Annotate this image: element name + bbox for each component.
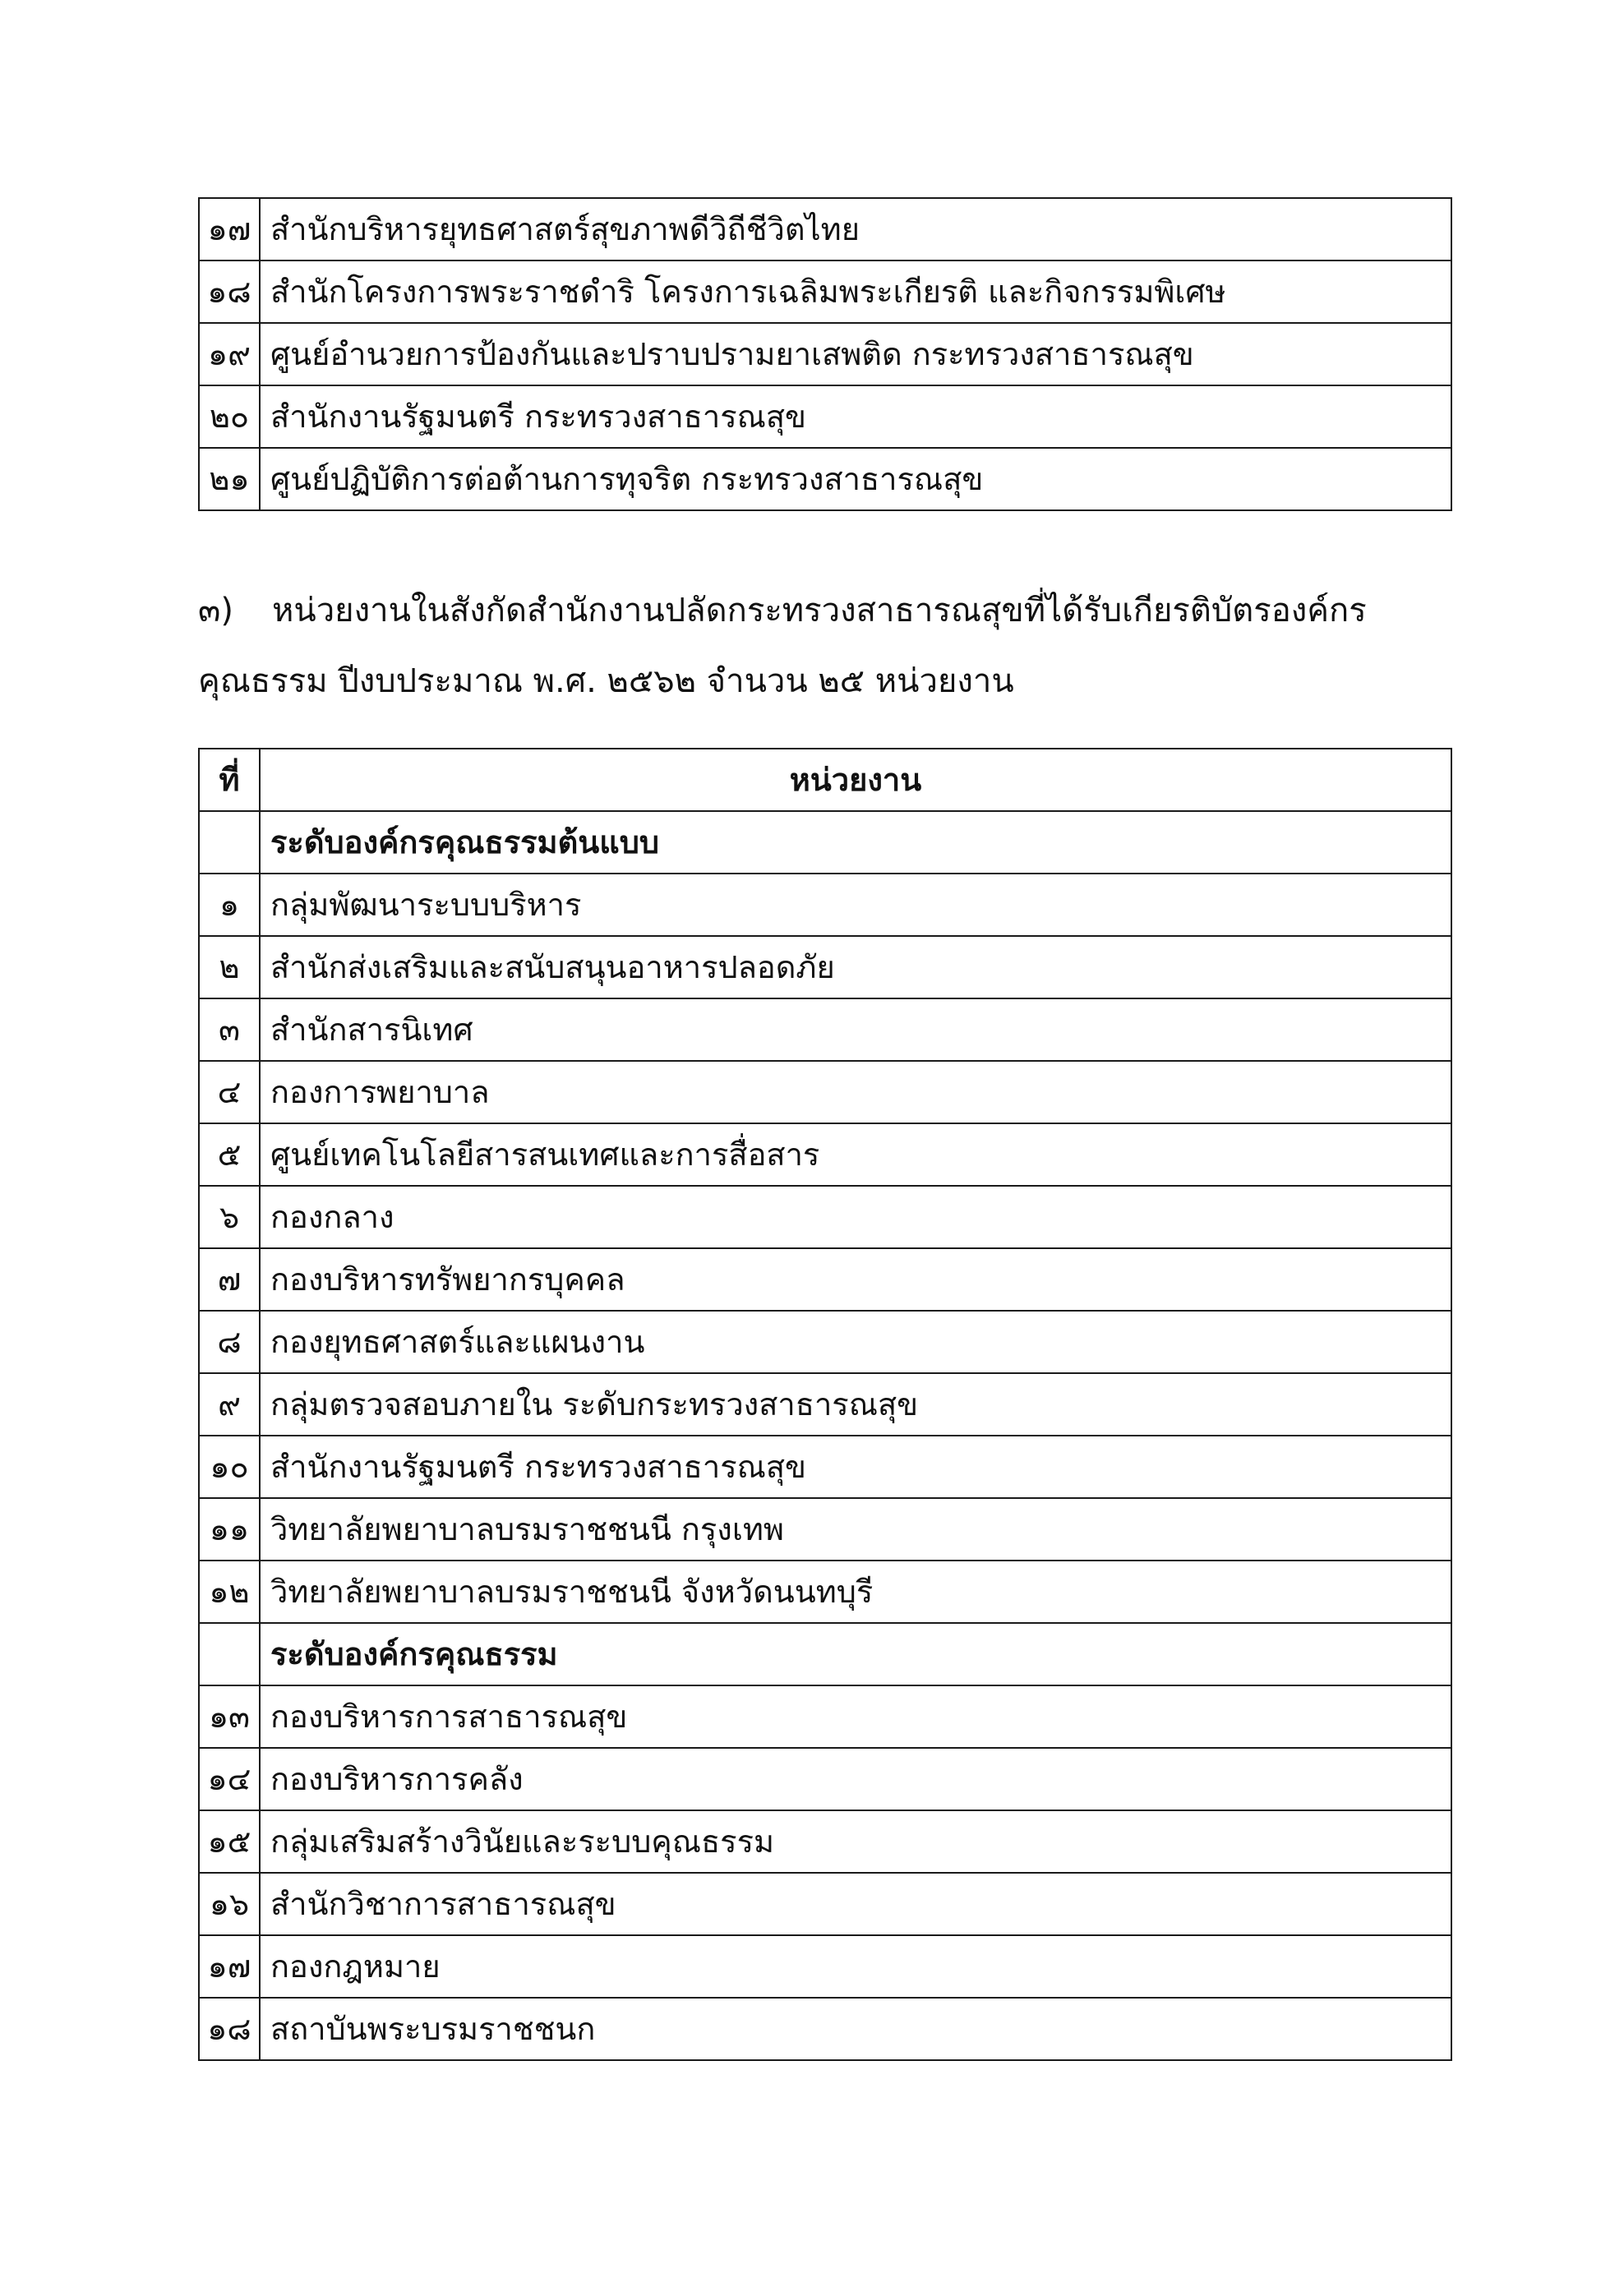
agency-table-continued	[198, 197, 1452, 511]
row-agency-name: กองกลาง	[260, 1186, 1451, 1248]
table-row	[199, 1748, 1451, 1810]
row-number: ๑๑	[199, 1498, 260, 1561]
table-row	[199, 323, 1451, 385]
row-number: ๑๙	[199, 323, 260, 385]
row-number: ๒๐	[199, 385, 260, 448]
table-row	[199, 1123, 1451, 1186]
row-agency-name: วิทยาลัยพยาบาลบรมราชชนนี จังหวัดนนทบุรี	[260, 1561, 1451, 1623]
table-row	[199, 1935, 1451, 1998]
section-heading-row	[199, 1623, 1451, 1685]
row-agency-name: ศูนย์เทคโนโลยีสารสนเทศและการสื่อสาร	[260, 1123, 1451, 1186]
table-row	[199, 1685, 1451, 1748]
table-row	[199, 1873, 1451, 1935]
paragraph-text-line-2: คุณธรรม ปีงบประมาณ พ.ศ. ๒๕๖๒ จำนวน ๒๕ หน่วยงาน	[198, 662, 1014, 700]
header-no: ที่	[199, 749, 260, 811]
row-number: ๑๗	[199, 198, 260, 260]
row-number: ๑๗	[199, 1935, 260, 1998]
table-row	[199, 1061, 1451, 1123]
row-agency-name: กองบริหารทรัพยากรบุคคล	[260, 1248, 1451, 1311]
paragraph-text-line-1: หน่วยงานในสังกัดสำนักงานปลัดกระทรวงสาธารณสุขที่ได้รับเกียรติบัตรองค์กร	[272, 592, 1367, 629]
row-agency-name: กองกฎหมาย	[260, 1935, 1451, 1998]
table-row	[199, 1373, 1451, 1436]
row-agency-name: สำนักบริหารยุทธศาสตร์สุขภาพดีวิถีชีวิตไทย	[260, 198, 1451, 260]
paragraph-line-2	[198, 646, 1456, 717]
row-agency-name: สำนักวิชาการสาธารณสุข	[260, 1873, 1451, 1935]
row-number: ๑๖	[199, 1873, 260, 1935]
row-agency-name: วิทยาลัยพยาบาลบรมราชชนนี กรุงเทพ	[260, 1498, 1451, 1561]
row-number: ๖	[199, 1186, 260, 1248]
ethics-organization-table-body	[199, 811, 1451, 2060]
table-row	[199, 1436, 1451, 1498]
row-agency-name: ศูนย์ปฏิบัติการต่อต้านการทุจริต กระทรวงสาธารณสุข	[260, 448, 1451, 510]
row-number: ๒	[199, 936, 260, 998]
section-heading: ระดับองค์กรคุณธรรมต้นแบบ	[260, 811, 1451, 874]
row-agency-name: กองยุทธศาสตร์และแผนงาน	[260, 1311, 1451, 1373]
row-agency-name: สำนักงานรัฐมนตรี กระทรวงสาธารณสุข	[260, 385, 1451, 448]
table-row	[199, 1311, 1451, 1373]
table-row	[199, 1561, 1451, 1623]
row-agency-name: กลุ่มตรวจสอบภายใน ระดับกระทรวงสาธารณสุข	[260, 1373, 1451, 1436]
row-number: ๑๐	[199, 1436, 260, 1498]
paragraph-line-1	[198, 575, 1456, 646]
paragraph-number: ๓)	[198, 592, 233, 629]
row-number: ๓	[199, 998, 260, 1061]
row-agency-name: สำนักงานรัฐมนตรี กระทรวงสาธารณสุข	[260, 1436, 1451, 1498]
row-number: ๘	[199, 1311, 260, 1373]
row-number: ๒๑	[199, 448, 260, 510]
section-heading-row	[199, 811, 1451, 874]
row-number: ๕	[199, 1123, 260, 1186]
section-heading: ระดับองค์กรคุณธรรม	[260, 1623, 1451, 1685]
table-row	[199, 1186, 1451, 1248]
row-agency-name: สถาบันพระบรมราชชนก	[260, 1998, 1451, 2060]
table-row	[199, 874, 1451, 936]
row-agency-name: กลุ่มเสริมสร้างวินัยและระบบคุณธรรม	[260, 1810, 1451, 1873]
table-row	[199, 936, 1451, 998]
table-row	[199, 198, 1451, 260]
row-number: ๑๘	[199, 1998, 260, 2060]
row-number: ๑๔	[199, 1748, 260, 1810]
table-row	[199, 385, 1451, 448]
row-agency-name: กองการพยาบาล	[260, 1061, 1451, 1123]
row-number: ๑	[199, 874, 260, 936]
table-row	[199, 448, 1451, 510]
row-number	[199, 811, 260, 874]
row-agency-name: กลุ่มพัฒนาระบบบริหาร	[260, 874, 1451, 936]
row-number: ๑๘	[199, 260, 260, 323]
row-agency-name: กองบริหารการคลัง	[260, 1748, 1451, 1810]
ethics-organization-table	[198, 748, 1452, 2061]
row-agency-name: กองบริหารการสาธารณสุข	[260, 1685, 1451, 1748]
table-row	[199, 1498, 1451, 1561]
table-row	[199, 998, 1451, 1061]
row-number	[199, 1623, 260, 1685]
row-number: ๔	[199, 1061, 260, 1123]
row-number: ๑๓	[199, 1685, 260, 1748]
row-agency-name: ศูนย์อำนวยการป้องกันและปราบปรามยาเสพติด กระทรวงสาธารณสุข	[260, 323, 1451, 385]
table-row	[199, 1248, 1451, 1311]
table-row	[199, 1810, 1451, 1873]
row-number: ๗	[199, 1248, 260, 1311]
row-number: ๑๒	[199, 1561, 260, 1623]
table-row	[199, 1998, 1451, 2060]
row-agency-name: สำนักส่งเสริมและสนับสนุนอาหารปลอดภัย	[260, 936, 1451, 998]
agency-table-continued-body	[199, 198, 1451, 510]
table-header-row	[199, 749, 1451, 811]
table-row	[199, 260, 1451, 323]
row-agency-name: สำนักสารนิเทศ	[260, 998, 1451, 1061]
header-agency: หน่วยงาน	[260, 749, 1451, 811]
row-agency-name: สำนักโครงการพระราชดำริ โครงการเฉลิมพระเกียรติ และกิจกรรมพิเศษ	[260, 260, 1451, 323]
row-number: ๑๕	[199, 1810, 260, 1873]
row-number: ๙	[199, 1373, 260, 1436]
